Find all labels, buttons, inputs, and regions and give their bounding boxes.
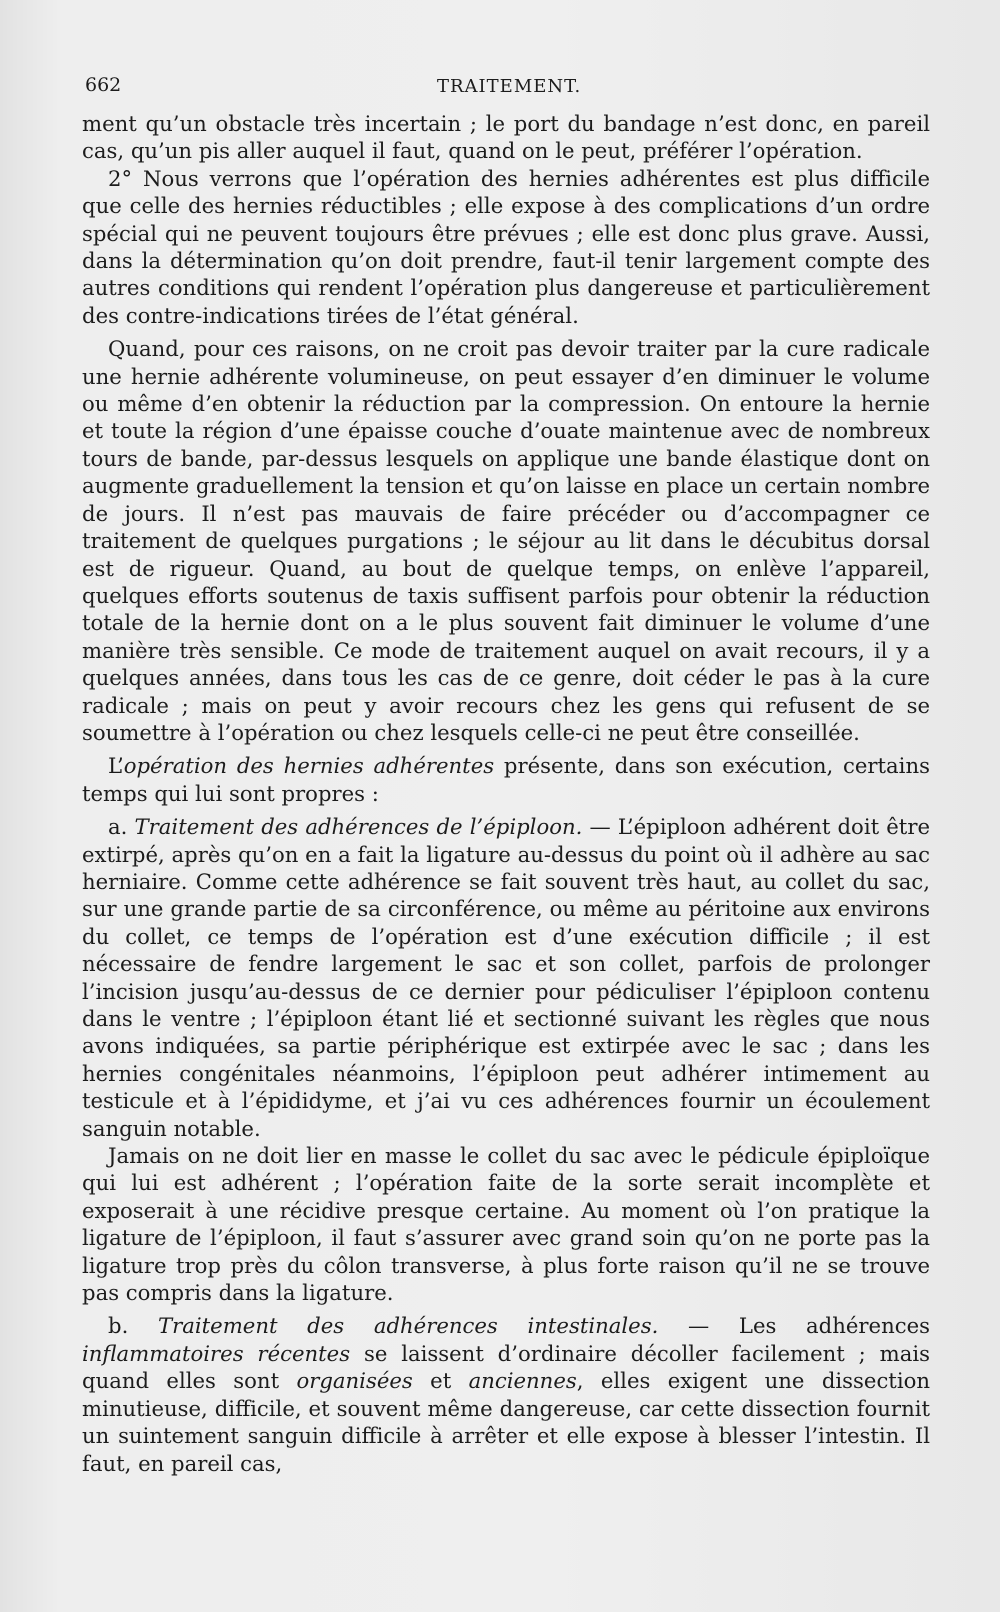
- paragraph-text: , elles exigent une dissection minutieuse, difficile, et souvent même dangereuse, car cette dissection fournit un suintement sanguin difficile à arrêter et elle expose à blesser l’intestin. Il faut, en pareil cas,: [82, 1368, 931, 1476]
- paragraph-point-2: [82, 165, 930, 329]
- paragraph-text: se laissent d’ordinaire décoller facilement ; mais quand elles sont: [82, 1340, 931, 1394]
- paragraph-text: — L’épiploon adhérent doit être extirpé, après qu’on en a fait la ligature au-dessus du point où il adhère au sac herniaire. Comme cette adhérence se fait souvent très haut, au collet du sac, sur une grande partie de sa circonférence, ou même au péritoine aux environs du collet, ce temps de l’opération est d’une exécution difficile ; il est nécessaire de fendre largement le sac et son collet, parfois de prolonger l’incision jusqu’au-dessus de ce dernier pour pédiculiser l’épiploon contenu dans le ventre ; l’épiploon étant lié et sectionné suivant les règles que nous avons indiquées, sa partie périphérique est extirpée avec le sac ; dans les hernies congénitales néanmoins, l’épiploon peut adhérer intimement au testicule et à l’épididyme, et j’ai vu ces adhérences fournir un écoulement sanguin notable.: [82, 814, 930, 1141]
- paragraph-text: et: [412, 1368, 469, 1394]
- paragraph-text: Jamais on ne doit lier en masse le collet du sac avec le pédicule épiploïque qui lui est adhérent ; l’opération faite de la sorte serait incomplète et exposerait à une récidive presque certaine. Au moment où l’on pratique la ligature de l’épiploon, il faut s’assurer avec grand soin qu’on ne porte pas la ligature trop près du côlon transverse, à plus forte raison qu’il ne se trouve pas compris dans la ligature.: [82, 1143, 930, 1306]
- paragraph-text: — Les adhérences: [658, 1313, 931, 1339]
- paragraph-operation-intro: [82, 752, 930, 807]
- section-marker: b.: [108, 1313, 158, 1339]
- page-number: 662: [85, 74, 122, 96]
- paragraph-section-a: [82, 813, 930, 1142]
- paragraph-text: L’: [108, 753, 124, 779]
- paragraph-continuation: [82, 110, 930, 165]
- italic-phrase: anciennes: [468, 1368, 577, 1394]
- paragraph-text: Quand, pour ces raisons, on ne croit pas devoir traiter par la cure radicale une hernie adhérente volumineuse, on peut essayer d’en diminuer le volume ou même d’en obtenir la réduction par la compression. On entoure la hernie et toute la région d’une épaisse couche d’ouate maintenue avec de nombreux tours de bande, par-dessus lesquels on applique une bande élastique dont on augmente graduellement la tension et qu’on laisse en place un certain nombre de jours. Il n’est pas mauvais de faire précéder ou d’accompagner ce traitement de quelques purgations ; le séjour au lit dans le décubitus dorsal est de rigueur. Quand, au bout de quelque temps, on enlève l’appareil, quelques efforts soutenus de taxis suffisent parfois pour obtenir la réduction totale de la hernie dont on a le plus souvent fait diminuer le volume d’une manière très sensible. Ce mode de traitement auquel on avait recours, il y a quelques années, dans tous les cas de ce genre, doit céder le pas à la cure radicale ; mais on peut y avoir recours chez les gens qui refusent de se soumettre à l’opération ou chez lesquels celle-ci ne peut être conseillée.: [82, 336, 930, 745]
- italic-phrase: organisées: [296, 1368, 413, 1394]
- italic-phrase: opération des hernies adhérentes: [123, 753, 495, 779]
- italic-phrase: inflammatoires récentes: [82, 1340, 351, 1366]
- paragraph-ligature: [82, 1142, 930, 1306]
- paragraph-text: 2° Nous verrons que l’opération des hernies adhérentes est plus difficile que celle des hernies réductibles ; elle expose à des complications d’un ordre spécial qui ne peuvent toujours être prévues ; elle est donc plus grave. Aussi, dans la détermination qu’on doit prendre, faut-il tenir largement compte des autres conditions qui rendent l’opération plus dangereuse et particulièrement des contre-indications tirées de l’état général.: [82, 165, 930, 328]
- paragraph-text: ment qu’un obstacle très incertain ; le port du bandage n’est donc, en pareil cas, qu’un pis aller auquel il faut, quand on le peut, préférer l’opération.: [82, 111, 930, 164]
- paragraph-section-b: [82, 1312, 930, 1476]
- section-marker: a.: [108, 814, 135, 840]
- paragraph-compression: [82, 335, 930, 746]
- section-heading-intestinal: Traitement des adhérences intestinales.: [157, 1313, 659, 1339]
- running-title: TRAITEMENT.: [437, 76, 582, 97]
- page-header: [85, 74, 940, 100]
- section-heading-epiploon: Traitement des adhérences de l’épiploon.: [134, 814, 583, 840]
- body-text: [82, 110, 930, 1477]
- paragraph-text: présente, dans son exécution, certains temps qui lui sont propres :: [82, 753, 930, 806]
